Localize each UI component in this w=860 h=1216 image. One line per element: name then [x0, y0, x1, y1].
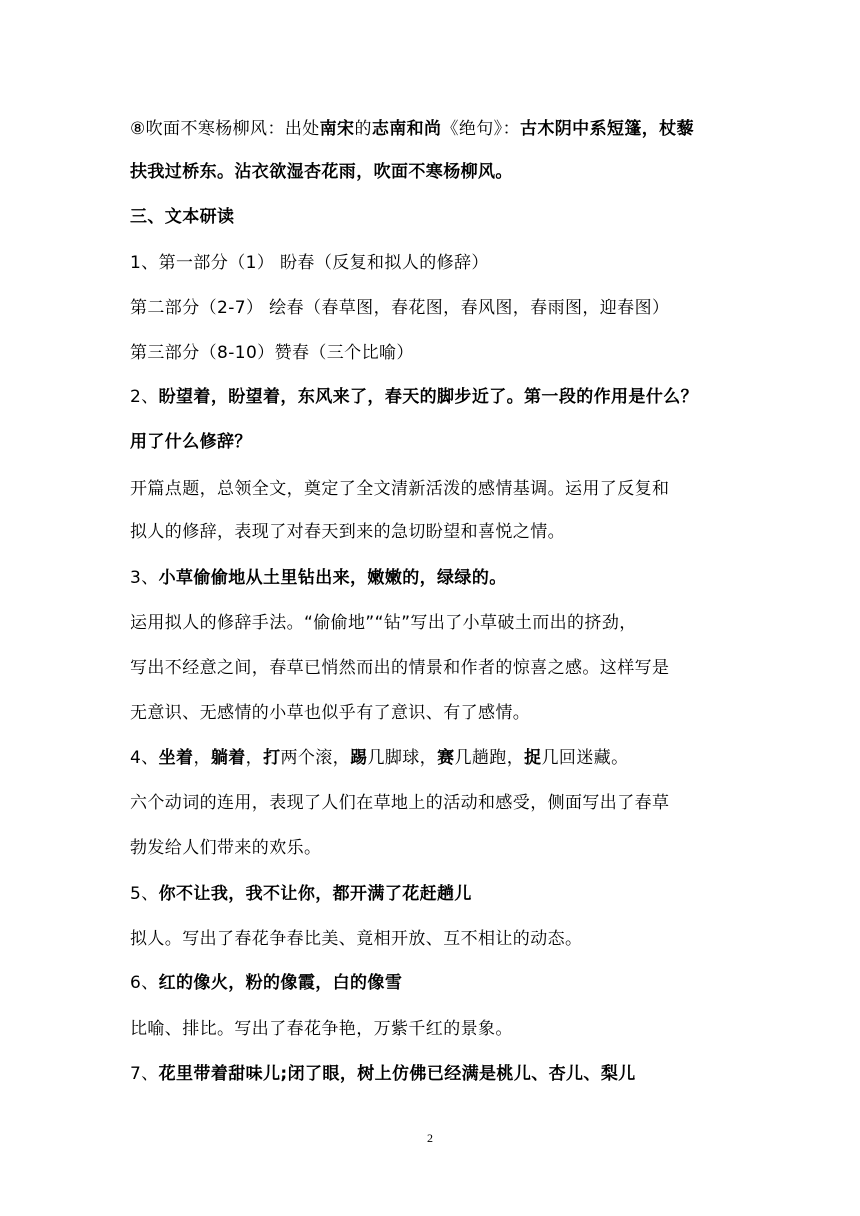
text-line: [130, 701, 530, 725]
text-line: [130, 520, 565, 544]
text-run: ⑧吹面不寒杨柳风：出处: [130, 119, 320, 139]
bold-text: 用了什么修辞？: [130, 432, 252, 452]
text-line: [130, 656, 669, 680]
text-run: 运用拟人的修辞手法。“偷偷地”“钻”写出了小草破土而出的挤劲，: [130, 613, 637, 633]
text-run: 7、: [130, 1064, 159, 1084]
text-line: [130, 430, 252, 454]
text-run: 拟人的修辞，表现了对春天到来的急切盼望和喜悦之情。: [130, 522, 565, 542]
bold-text: 三、文本研读: [130, 207, 235, 227]
text-line: [130, 160, 513, 184]
text-run: 两个滚，: [280, 748, 351, 768]
bold-text: 古木阴中系短篷，杖藜: [519, 119, 694, 139]
text-run: 的: [354, 119, 372, 139]
text-run: 5、: [130, 884, 159, 904]
text-run: 开篇点题，总领全文，奠定了全文清新活泼的感情基调。运用了反复和: [130, 479, 670, 499]
text-line: [130, 882, 472, 906]
text-line: [130, 836, 321, 860]
text-line: [130, 1017, 513, 1041]
text-line: [130, 971, 402, 995]
text-run: 1、第一部分（1） 盼春（反复和拟人的修辞）: [130, 253, 489, 273]
text-run: 2、: [130, 387, 159, 407]
text-line: [130, 385, 698, 409]
text-line: [130, 117, 694, 141]
text-run: 几回迷藏。: [541, 748, 629, 768]
text-run: 3、: [130, 568, 159, 588]
bold-text: 盼望着，盼望着，东风来了，春天的脚步近了。第一段的作用是什么？: [158, 387, 699, 407]
text-run: 几脚球，: [367, 748, 438, 768]
text-run: 勃发给人们带来的欢乐。: [130, 838, 322, 858]
bold-text: 扶我过桥东。沾衣欲湿杏花雨，吹面不寒杨柳风。: [130, 162, 513, 182]
text-run: 比喻、排比。写出了春花争艳，万紫千红的景象。: [130, 1019, 513, 1039]
text-run: 4、: [130, 748, 159, 768]
bold-text: 打: [263, 748, 281, 768]
bold-text: 红的像火，粉的像霞，白的像雪: [158, 973, 403, 993]
text-line: [130, 791, 669, 815]
text-run: 几趟跑，: [454, 748, 525, 768]
page-number: 2: [427, 1131, 433, 1145]
text-line: [130, 927, 582, 951]
bold-text: 小草偷偷地从土里钻出来，嫩嫩的，绿绿的。: [158, 568, 507, 588]
text-run: 无意识、无感情的小草也似乎有了意识、有了感情。: [130, 703, 531, 723]
text-run: 写出不经意之间，春草已悄然而出的情景和作者的惊喜之感。这样写是: [130, 658, 670, 678]
bold-text: 志南和尚: [371, 119, 442, 139]
bold-text: 赛: [437, 748, 455, 768]
bold-text: 捉: [524, 748, 542, 768]
bold-text: 踢: [350, 748, 368, 768]
text-run: 第二部分（2-7） 绘春（春草图，春花图，春风图，春雨图，迎春图）: [130, 298, 670, 318]
text-line: [130, 1062, 636, 1086]
text-line: [130, 746, 629, 770]
text-run: 《绝句》：: [441, 119, 520, 139]
bold-text: 花里带着甜味儿;闭了眼，树上仿佛已经满是桃儿、杏儿、梨儿: [158, 1064, 636, 1084]
text-line: [130, 566, 507, 590]
bold-text: 你不让我，我不让你，都开满了花赶趟儿: [158, 884, 472, 904]
bold-text: 坐着: [158, 748, 194, 768]
text-run: 拟人。写出了春花争春比美、竟相开放、互不相让的动态。: [130, 929, 583, 949]
text-line: [130, 251, 489, 275]
text-line: [130, 205, 234, 229]
text-run: ，: [193, 748, 211, 768]
text-line: [130, 477, 669, 501]
bold-text: 躺着: [210, 748, 246, 768]
bold-text: 南宋: [319, 119, 355, 139]
text-line: [130, 296, 669, 320]
text-line: [130, 611, 637, 635]
text-run: ，: [245, 748, 264, 768]
text-run: 6、: [130, 973, 159, 993]
text-run: 第三部分（8-10）赞春（三个比喻）: [130, 343, 414, 363]
text-line: [130, 341, 414, 365]
text-run: 六个动词的连用，表现了人们在草地上的活动和感受，侧面写出了春草: [130, 793, 670, 813]
